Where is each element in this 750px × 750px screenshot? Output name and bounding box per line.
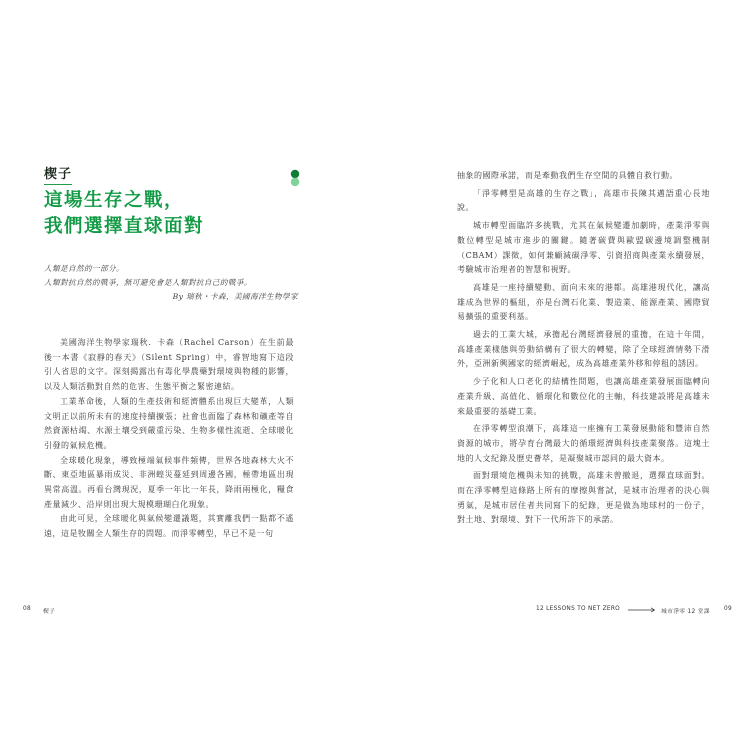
paragraph: 工業革命後，人類的生產技術和經濟體系出現巨大變革，人類文明正以前所未有的速度持續擴張；社會也面臨了森林和礦產等自然資源枯竭、水源土壤受到嚴重污染、生物多樣性流逝、全球暖化引發的氣候危機。: [44, 396, 294, 450]
epigraph-line-1: 人類是自然的一部分。: [44, 264, 124, 273]
two-green-dots-icon: [290, 169, 300, 189]
paragraph: 面對環境危機與未知的挑戰，高雄未曾撤退，選擇直球面對。而在淨零轉型這條路上所有的摩擦與嘗試，是城市治理者的決心與勇氣，是城市居住者共同寫下的紀錄，更是做為地球村的一份子，對土地、對環境、對下一代所許下的承諾。: [457, 471, 710, 525]
page-number-left: 08: [23, 606, 31, 612]
section-label: 楔子: [44, 163, 72, 185]
paragraph: 過去的工業大城，承擔起台灣經濟發展的重擔，在這十年間，高雄產業樣態與勞動結構有了很大的轉變，除了全球經濟情勢下滑外，亞洲新興國家的經濟崛起，成為高雄產業外移和停租的誘因。: [457, 330, 710, 369]
paragraph: 美國海洋生物學家瑞秋．卡森（Rachel Carson）在生前最後一本書《寂靜的春天》（Silent Spring）中，睿智地寫下這段引人省思的文字。深刻揭露出有毒化學農藥對環境與物種的影響，以及人類活動對自然的危害、生態平衡之緊密連結。: [44, 338, 294, 392]
paragraph: 在淨零轉型浪潮下，高雄這一座擁有工業發展動能和豐沛自然資源的城市，將孕育台灣最大的循環經濟與科技產業聚落。這塊土地的人文紀錄及歷史薈萃，是凝聚城市認同的最大資本。: [457, 424, 710, 463]
running-head-left: 楔子: [43, 609, 56, 615]
paragraph: 全球暖化現象，導致極端氣候事件頻傳，世界各地森林大火不斷、東亞地區暴雨成災、非洲蝗災蔓延到周邊各國，極帶地區出現異常高溫。再看台灣現況，夏季一年比一年長，降雨兩極化，糧食產量減少、沿岸則出現大規模珊瑚白化現象。: [44, 455, 294, 509]
epigraph: [44, 262, 304, 304]
right-body-text: [457, 169, 710, 528]
epigraph-line-2: 人類對抗自然的戰爭，無可避免會是人類對抗自己的戰爭。: [44, 278, 252, 287]
chapter-title-line-2: 我們選擇直球面對: [44, 216, 205, 237]
running-head-book: 城市淨零 12 堂課: [661, 609, 710, 615]
paragraph: 抽象的國際承諾，而是牽動我們生存空間的具體自救行動。: [457, 171, 678, 180]
paragraph: 「淨零轉型是高雄的生存之戰」，高雄市長陳其邁語重心長地說。: [457, 188, 710, 213]
right-arrow-icon: [628, 607, 656, 613]
chapter-title: [44, 188, 204, 240]
paragraph: 由此可見，全球暖化與氣候變遷議題，其實離我們一點都不遙遠，這是牧關全人類生存的問題。而淨零轉型，早已不是一句: [44, 514, 294, 539]
running-head-series: 12 LESSONS TO NET ZERO: [536, 606, 621, 612]
paragraph: 城市轉型面臨許多挑戰，尤其在氣候變遷加劇時，產業淨零與數位轉型是城市進步的關鍵。隨著碳費與歐盟碳邊境調整機制（CBAM）課徵，如何兼顧減碳淨零、引資招商與產業永續發展，考驗城市治理者的智慧和視野。: [457, 221, 710, 275]
left-body-text: [44, 336, 294, 542]
epigraph-attribution: By 瑞秋・卡森，美國海洋生物學家: [172, 292, 298, 301]
paragraph: 少子化和人口老化的結構性問題，也讓高雄產業發展面臨轉向產業升級、高值化、循環化和數位化的主軸，科技建設將是高雄未來最重要的基礎工業。: [457, 377, 710, 416]
paragraph: 高雄是一座持續變動、面向未來的港都。高雄港現代化，讓高雄成為世界的樞紐，亦是台灣石化業、製造業、能源產業、國際貿易擴張的重要利基。: [457, 282, 710, 322]
page-number-right: 09: [724, 606, 732, 612]
chapter-title-line-1: 這場生存之戰，: [44, 190, 185, 211]
